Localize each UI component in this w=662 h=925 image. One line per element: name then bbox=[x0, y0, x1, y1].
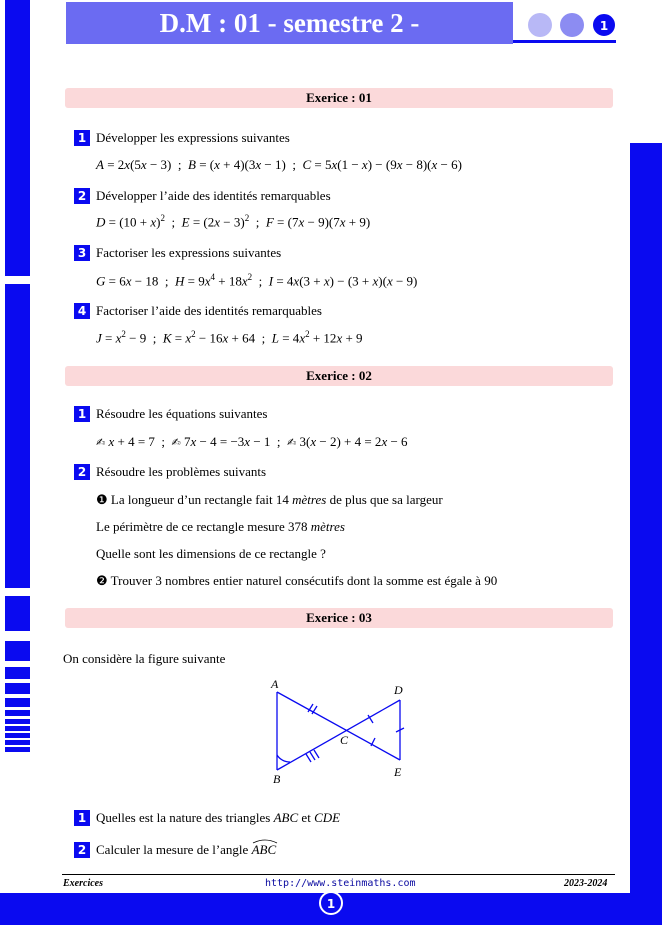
item-number: 1 bbox=[74, 406, 90, 422]
footer-right: 2023-2024 bbox=[564, 878, 608, 889]
exercise-1-title: Exerice : 01 bbox=[65, 88, 613, 108]
left-gap bbox=[5, 631, 30, 641]
math-expression: ✍ x + 4 = 7 ; ✍ 7x − 4 = −3x − 1 ; ✍ 3(x − 2) + 4 = 2x − 6 bbox=[96, 434, 408, 449]
left-gap bbox=[5, 661, 30, 667]
left-gap bbox=[5, 738, 30, 740]
math-expression: A = 2x(5x − 3) ; B = (x + 4)(3x − 1) ; C = 5x(1 − x) − (9x − 8)(x − 6) bbox=[96, 157, 462, 172]
item-label: Résoudre les problèmes suivants bbox=[96, 464, 267, 479]
label-B: B bbox=[273, 772, 281, 786]
item-label: Développer l’aide des identités remarquables bbox=[96, 188, 331, 203]
exercise-3-title: Exerice : 03 bbox=[65, 608, 613, 628]
math-expression: $J = x^2 - 9$ ; $K = x^2 - 16x + 64$ ; $L = 4x^2 + 12x + 9$ bbox=[96, 329, 363, 346]
problem-1-line-2: Le périmètre de ce rectangle mesure 378 mètres bbox=[96, 519, 345, 534]
label-A: A bbox=[271, 677, 279, 691]
problem-2: ❷ Trouver 3 nombres entier naturel consécutifs dont la somme est égale à 90 bbox=[96, 573, 498, 588]
label-C: C bbox=[340, 733, 349, 747]
math-expression: $D = (10 + x)^2$ ; $E = (2x - 3)^2$ ; F = (7x − 9)(7x + 9) bbox=[96, 213, 371, 230]
item-label: Factoriser les expressions suivantes bbox=[96, 245, 282, 260]
item-number: 2 bbox=[74, 188, 90, 204]
item-number: 3 bbox=[74, 245, 90, 261]
tick-mark bbox=[310, 752, 315, 760]
footer-url[interactable]: http://www.steinmaths.com bbox=[265, 878, 416, 889]
figure-intro: On considère la figure suivante bbox=[63, 651, 226, 666]
geometry-figure bbox=[265, 676, 415, 788]
segment-AE bbox=[277, 692, 400, 760]
left-gap bbox=[5, 724, 30, 726]
left-gap bbox=[5, 731, 30, 733]
footer-rule bbox=[62, 874, 615, 875]
left-edge bbox=[0, 0, 5, 893]
question-1: Quelles est la nature des triangles ABC et CDE bbox=[96, 810, 341, 825]
page-number: 1 bbox=[319, 891, 343, 915]
item-number: 1 bbox=[74, 130, 90, 146]
question-2: Calculer la mesure de l’angle ABC bbox=[96, 842, 276, 858]
left-gap bbox=[5, 745, 30, 747]
angle-mark-B bbox=[277, 755, 290, 762]
item-label: Développer les expressions suivantes bbox=[96, 130, 290, 145]
problem-1-line-3: Quelle sont les dimensions de ce rectangle ? bbox=[96, 546, 326, 561]
page-title: D.M : 01 - semestre 2 - bbox=[66, 2, 513, 44]
tick-mark bbox=[314, 750, 319, 758]
pencil-icon: ✍ bbox=[96, 436, 106, 449]
item-label: Factoriser l’aide des identités remarquables bbox=[96, 303, 322, 318]
pencil-icon: ✍ bbox=[171, 436, 181, 449]
item-number: 1 bbox=[74, 810, 90, 826]
problem-1-line-1: ❶ La longueur d’un rectangle fait 14 mètres de plus que sa largeur bbox=[96, 492, 443, 507]
item-number: 4 bbox=[74, 303, 90, 319]
pencil-icon: ✍ bbox=[287, 436, 297, 449]
label-E: E bbox=[394, 765, 402, 779]
segment-BD bbox=[277, 700, 400, 770]
decor-circle bbox=[528, 13, 552, 37]
left-gap bbox=[5, 716, 30, 719]
math-expression: G = 6x − 18 ; $H = 9x^4 + 18x^2$ ; I = 4x(3 + x) − (3 + x)(x − 9) bbox=[96, 272, 418, 289]
label-D: D bbox=[394, 683, 403, 697]
angle-abc: ABC bbox=[252, 842, 277, 858]
footer-left: Exercices bbox=[63, 878, 103, 889]
left-gap bbox=[5, 276, 30, 284]
left-gap bbox=[5, 694, 30, 698]
hat-symbol bbox=[252, 838, 278, 844]
left-gap bbox=[5, 679, 30, 683]
left-gap bbox=[5, 707, 30, 710]
decor-circle bbox=[560, 13, 584, 37]
item-label: Résoudre les équations suivantes bbox=[96, 406, 268, 421]
page-badge: 1 bbox=[592, 13, 616, 37]
exercise-2-title: Exerice : 02 bbox=[65, 366, 613, 386]
item-number: 2 bbox=[74, 842, 90, 858]
tick-mark bbox=[306, 754, 311, 762]
item-number: 2 bbox=[74, 464, 90, 480]
right-margin-top bbox=[630, 0, 662, 143]
left-gap bbox=[5, 752, 30, 893]
left-gap bbox=[5, 588, 30, 596]
